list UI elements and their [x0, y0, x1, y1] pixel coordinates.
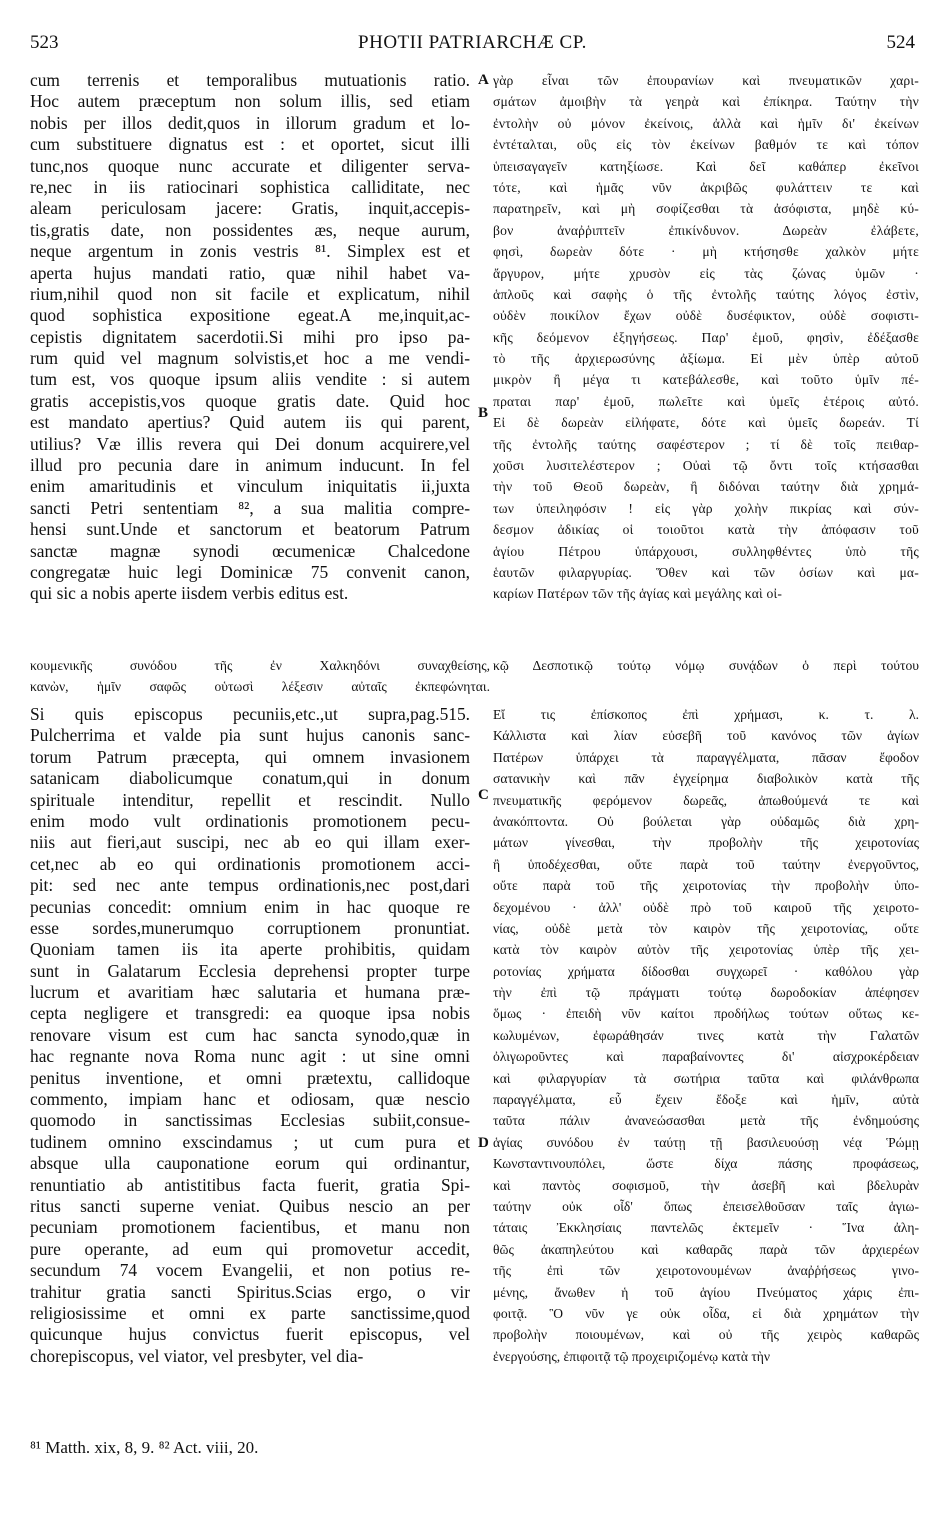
greek-column-top — [493, 70, 919, 605]
greek-bottom-line: ἢ ὑποδέχεσθαι, οὔτε παρὰ τοῦ ταύτην ἐνεργοῦντος, — [493, 856, 919, 872]
greek-bottom-line: κατὰ τὸν καιρὸν αὐτὸν τῆς χειροτονίας ὑπὲρ τῆς χει- — [493, 942, 919, 958]
latin-top-line: quod sophistica expositione egeat.A me,inquit,ac- — [30, 305, 470, 326]
latin-bottom-line: absque ulla cauponatione eorum qui ordinantur, — [30, 1153, 470, 1174]
greek-top-line: Εἰ δὲ δωρεὰν εἰλήφατε, δότε καὶ ὑμεῖς δωρεάν. Τί — [493, 415, 919, 431]
latin-bottom-line: renuntiatio ab antistitibus facta fuerit, gratia Spi- — [30, 1174, 470, 1195]
greek-bottom-line: ἀνακόπτοντα. Οὐ βούλεται γὰρ οὐδαμῶς διὰ χρη- — [493, 813, 919, 829]
latin-top-line: cepistis dignitatem sacerdotii.Si mihi pro ipso pa- — [30, 326, 470, 347]
greek-top-line: ἑαυτῶν φιλαργυρίας. Ὅθεν καὶ τῶν ὁσίων καὶ μα- — [493, 564, 919, 580]
greek-top-line: ἁγίου Πέτρου ὑπάρχουσι, συλληφθέντες ὑπὸ τῆς — [493, 543, 919, 559]
latin-bottom-line: religiosissime et omni ex parte sanctissime,quod — [30, 1302, 470, 1323]
latin-bottom-line: satanicam diabolicumque conatum,qui in donum — [30, 768, 470, 789]
greek-bottom-line: ταῦτα πάλιν ἀνανεώσασθαι μετὰ τῆς ἐνδημούσης — [493, 1113, 919, 1129]
greek-bottom-line: ἁγίας συνόδου ἐν ταύτῃ τῇ βασιλευούσῃ νέᾳ Ῥώμῃ — [493, 1134, 919, 1150]
greek-column-bottom — [493, 704, 919, 1367]
greek-span-right: κῷ Δεσποτικῷ τούτῳ νόμῳ συνᾴδων ὁ περὶ τούτου — [493, 658, 919, 673]
greek-bottom-line: φοιτᾷ. Ὃ νῦν γε οὐκ οἶδα, εἰ διὰ χρημάτων τὴν — [493, 1305, 919, 1321]
latin-top-line: aleam periculosam jacere: Gratis, inquit,accepis- — [30, 198, 470, 219]
greek-span-line-2: κανὼν, ἡμῖν σαφῶς οὑτωσὶ λέξεσιν αὐταῖς ἐκπεφώνηται. — [30, 679, 490, 694]
greek-bottom-line: τάταις Ἐκκλησίαις παντελῶς ἐκτεμεῖν · Ἵνα ἀλη- — [493, 1220, 919, 1236]
latin-top-line: sancti Petri sententiam ⁸², a sua malitia compre- — [30, 497, 470, 518]
greek-bottom-line: τῆς ἐπὶ τῶν χειροτονουμένων ἀναῤῥήσεως γινο- — [493, 1263, 919, 1279]
latin-top-line: rum quid vel magnum solvistis,et hoc a me vendi- — [30, 348, 470, 369]
latin-bottom-line: pecuniam promotionem facientibus, et manu non — [30, 1217, 470, 1238]
latin-bottom-line: secundum 74 vocem Evangelii, et non potius re- — [30, 1260, 470, 1281]
latin-top-line: aperta hujus mandati ratio, quæ nihil habet va- — [30, 262, 470, 283]
latin-bottom-line: chorepiscopus, vel viator, vel presbyter, vel dia- — [30, 1345, 364, 1366]
latin-bottom-line: quomodo in sanctissimas Ecclesias subiit,consue- — [30, 1110, 470, 1131]
greek-bottom-line: Πατέρων ὑπάρχει τὰ παραγγέλματα, πᾶσαν ἔφοδον — [493, 749, 919, 765]
greek-top-line: ἄργυρον, μήτε χρυσὸν εἰς τὰς ζώνας ὑμῶν · — [493, 265, 919, 281]
latin-top-line: congregatæ huic legi Dominicæ 75 convenit canon, — [30, 561, 470, 582]
greek-bottom-line: ἐνεργούσης, ἐπιφοιτᾷ τῷ προχειριζομένῳ κατὰ τὴν — [493, 1348, 771, 1364]
greek-top-line: ἐντολὴν οὐ μόνον ἐκείνοις, ἀλλὰ καὶ ἡμῖν δι' ἐκείνων — [493, 115, 919, 131]
greek-top-line: βον ἀναῤῥιπτεῖν ἐπικίνδυνον. Δωρεὰν ἐλάβετε, — [493, 222, 919, 238]
latin-column-bottom — [30, 704, 470, 1367]
greek-top-line: ὑπεισαγαγεῖν κατηξίωσε. Καὶ δεῖ καθάπερ ἐκεῖνοι — [493, 158, 919, 174]
greek-bottom-line: καὶ φιλαργυρίαν τὰ σωτήρια ταῦτα καὶ φιλάνθρωπα — [493, 1070, 919, 1086]
latin-bottom-line: ritus sancti superne veniat. Quibus nescio an per — [30, 1195, 470, 1216]
greek-bottom-line: ὅμως · ἐπειδὴ νῦν καίτοι προδήλως τούτων οὕτως κε- — [493, 1006, 919, 1022]
latin-top-line: tis,gratis date, non possidentes æs, neque aurum, — [30, 219, 470, 240]
page-header — [30, 32, 915, 58]
greek-bottom-line: μένης, ἄνωθεν ἡ τοῦ ἁγίου Πνεύματος χάρις ἐπι- — [493, 1284, 919, 1300]
latin-bottom-line: penitus inventione, et omni prætextu, callidoque — [30, 1067, 470, 1088]
greek-top-line: τὸ τῆς ἀρχιερωσύνης ἀξίωμα. Εἰ μὲν ὑπὲρ αὐτοῦ — [493, 351, 919, 367]
page-number-left: 523 — [30, 32, 59, 53]
section-marker-a: A — [478, 72, 489, 88]
latin-top-line: utilius? Væ illis revera qui Dei donum acquirere,vel — [30, 433, 470, 454]
latin-top-line: cum terrenis et temporalibus mutuationis ratio. — [30, 70, 470, 90]
latin-bottom-line: torum Patrum præcepta, qui omnem invasionem — [30, 746, 470, 767]
greek-bottom-line: Κωνσταντινουπόλει, ὥστε δίχα πάσης προφάσεως, — [493, 1156, 919, 1172]
greek-bottom-line: σατανικὴν καὶ πᾶν ἐγχείρημα διαβολικὸν κατὰ τῆς — [493, 771, 919, 787]
latin-bottom-line: lucrum et avaritiam hæc salutaria et humana præ- — [30, 982, 470, 1003]
page-number-right: 524 — [886, 32, 915, 53]
greek-top-line: τότε, καὶ ἡμᾶς νῦν ἀκριβῶς φυλάττειν τε καὶ — [493, 179, 919, 195]
latin-bottom-line: cepta negligere et transgredi: ea quoque ipsa nobis — [30, 1003, 470, 1024]
greek-bottom-line: ταύτην οὐκ οἶδ' ὅπως ἐπεισελθοῦσαν ταῖς ἁγιω- — [493, 1198, 919, 1214]
latin-bottom-line: hac regnante nova Roma nunc agit : ut sine omni — [30, 1046, 470, 1067]
latin-bottom-line: Si quis episcopus pecuniis,etc.,ut supra,pag.515. — [30, 704, 470, 724]
greek-top-line: γὰρ εἶναι τῶν ἐπουρανίων καὶ πνευματικῶν χαρι- — [493, 73, 919, 88]
latin-bottom-line: commento, impiam hanc et odiosam, quæ nescio — [30, 1089, 470, 1110]
greek-bottom-line: καὶ παντὸς σοφισμοῦ, τὴν ἀσεβῆ καὶ βδελυρὰν — [493, 1177, 919, 1193]
latin-top-line: neque argentum in zonis vestris ⁸¹. Simplex est et — [30, 241, 470, 262]
greek-bottom-line: νίας, οὐδὲ μετὰ τὸν καιρὸν τῆς χειροτονίας, οὔτε — [493, 920, 919, 936]
greek-bottom-line: ροτονίας χρήματα δίδοσθαι συγχωρεῖ · καθόλου γὰρ — [493, 963, 919, 979]
latin-top-line: enim amaritudinis et vinculum iniquitatis ii,juxta — [30, 476, 470, 497]
greek-bottom-line: θῶς ἀκαπηλεύτου καὶ καθαρᾶς παρὰ τῶν ἀρχιερέων — [493, 1241, 919, 1257]
latin-top-line: sanctæ magnæ synodi œcumenicæ Chalcedone — [30, 540, 470, 561]
greek-top-line: δεσμον ἀδικίας οἱ τοιοῦτοι κατὰ τὴν ἀπόφασιν τοῦ — [493, 522, 919, 538]
latin-bottom-line: niis aut fieri,aut suscipi, nec ab eo qui illam exer- — [30, 832, 470, 853]
section-marker-b: B — [478, 405, 489, 421]
greek-top-line: καρίων Πατέρων τῶν τῆς ἁγίας καὶ μεγάλης καὶ οἰ- — [493, 586, 783, 602]
latin-top-line: qui sic a nobis aperte iisdem verbis editus est. — [30, 583, 349, 604]
latin-bottom-line: tudinem omnino exscindamus ; ut cum pura et — [30, 1131, 470, 1152]
latin-top-line: rium,nihil quod non sit facile et explicatum, nihil — [30, 283, 470, 304]
greek-bottom-line: μάτων γίνεσθαι, τὴν προβολὴν τῆς χειροτονίας — [493, 835, 919, 851]
latin-column-top — [30, 70, 470, 605]
greek-bottom-line: δεχομένου · ἀλλ' οὐδὲ πρὸ τοῦ καιροῦ τῆς χειροτο- — [493, 899, 919, 915]
latin-top-line: tunc,nos quoque nunc accurate et diligenter serva- — [30, 155, 470, 176]
greek-bottom-line: οὔτε παρὰ τοῦ τῆς χειροτονίας τὴν προβολὴν ὑπο- — [493, 878, 919, 894]
greek-bottom-line: παραγγέλματα, εὖ ἔχειν ἔδοξε καὶ ἡμῖν, αὐτὰ — [493, 1092, 919, 1108]
latin-top-line: tum est, vos quoque ipsum aliis vendite : si autem — [30, 369, 470, 390]
latin-bottom-line: sunt in Galatarum Ecclesia deprehensi propter turpe — [30, 960, 470, 981]
greek-bottom-line: Κάλλιστα καὶ λίαν εὐσεβῆ τοῦ κανόνος τῶν ἁγίων — [493, 728, 919, 744]
latin-bottom-line: Quoniam tamen iis ita aperte prohibitis, quidam — [30, 939, 470, 960]
greek-bottom-line: κωλυμένων, ἐφωράθησάν τινες κατὰ τὴν Γαλατῶν — [493, 1027, 919, 1043]
greek-top-line: πραται παρ' ἐμοῦ, πωλεῖτε καὶ ὑμεῖς ἑτέροις αὐτό. — [493, 393, 919, 409]
greek-top-line: των ὑπειληφόσιν ! εἰς γὰρ χολὴν πικρίας καὶ σύν- — [493, 500, 919, 516]
latin-top-line: Hoc autem præceptum non solum illis, sed etiam — [30, 91, 470, 112]
latin-bottom-line: renovare visum est cum hac sancta synodo,quæ in — [30, 1024, 470, 1045]
latin-bottom-line: pecunias concedit: omnium enim in hac quoque re — [30, 896, 470, 917]
greek-top-line: σμάτων ἀμοιβὴν τὰ γεηρὰ καὶ ἐπίκηρα. Ταύτην τὴν — [493, 94, 919, 110]
latin-bottom-line: enim modo vult ordinationis promotionem pecu- — [30, 810, 470, 831]
latin-bottom-line: cet,nec ab eo qui ordinationis promotionem acci- — [30, 853, 470, 874]
latin-bottom-line: pit: sed nec ante tempus ordinationis,nec post,dari — [30, 875, 470, 896]
greek-top-line: τὴν τοῦ Θεοῦ δωρεὰν, ἢ διδόναι ταύτην διὰ χρημά- — [493, 479, 919, 495]
greek-top-line: χοῦσι λυσιτελέστερον ; Οὐαὶ τῷ ὄντι τοῖς κτήσασθαι — [493, 458, 919, 474]
greek-top-line: μικρὸν ἢ μέγα τι κατεβάλεσθε, καὶ τοῦτο ὑμῖν πέ- — [493, 372, 919, 388]
section-marker-d: D — [478, 1135, 489, 1151]
greek-top-line: κῆς δεόμενον ἐξηγήσεως. Παρ' ἐμοῦ, φησὶν, ἐδέξασθε — [493, 329, 919, 345]
greek-top-line: ἁπλοῦς καὶ σαφὴς ὁ τῆς ἐντολῆς ταύτης λόγος ἐστὶν, — [493, 286, 919, 302]
latin-bottom-line: trahitur gratia sancti Spiritus.Scias ergo, o vir — [30, 1281, 470, 1302]
greek-bottom-line: πνευματικῆς φερόμενον δωρεᾶς, ἀπωθούμενά τε καὶ — [493, 792, 919, 808]
latin-top-line: cum substituere dignatus est : et oportet, sicut illi — [30, 134, 470, 155]
greek-bottom-line: Εἴ τις ἐπίσκοπος ἐπὶ χρήμασι, κ. τ. λ. — [493, 707, 919, 722]
latin-bottom-line: pure operante, ad eum qui promovetur accedit, — [30, 1238, 470, 1259]
latin-top-line: re,nec in iis ratiocinari sophistica calliditate, nec — [30, 176, 470, 197]
greek-top-line: οὐδὲν ποικίλον ἔχων οὐδὲ δυσέφικτον, οὐδὲ σοφιστι- — [493, 308, 919, 324]
latin-top-line: gratis accepistis,vos quoque gratis date. Quid hoc — [30, 390, 470, 411]
greek-bottom-line: προβολὴν ποιουμένων, καὶ οὐ τῆς χειρὸς καθαρῶς — [493, 1327, 919, 1343]
latin-bottom-line: quicunque hujus convictus fuerit episcopus, vel — [30, 1324, 470, 1345]
latin-bottom-line: spirituale intenditur, repellit et rescindit. Nullo — [30, 789, 470, 810]
latin-top-line: nobis per illos dedit,quos in illorum gradum et lo- — [30, 112, 470, 133]
latin-bottom-line: esse sordes,munerumquo corruptionem pronuntiat. — [30, 917, 470, 938]
greek-top-line: παρατηρεῖν, καὶ μὴ σοφίζεσθαι τὰ ἀσόφιστα, μηδὲ κύ- — [493, 201, 919, 217]
greek-bottom-line: τὴν ἐπὶ τῷ πράγματι τούτῳ δωροδοκίαν ἀπέφησεν — [493, 985, 919, 1001]
footnotes: ⁸¹ Matth. xix, 8, 9. ⁸² Act. viii, 20. — [30, 1438, 259, 1457]
latin-top-line: illud pro pecunia dare in animum inducunt. In fel — [30, 455, 470, 476]
latin-bottom-line: Pulcherrima et valde pia sunt hujus canonis sanc- — [30, 725, 470, 746]
latin-top-line: est mandato apertius? Quid autem iis qui parent, — [30, 412, 470, 433]
greek-top-line: τῆς ἐντολῆς ταύτης σαφέστερον ; τί δὲ τοῖς πειθαρ- — [493, 436, 919, 452]
greek-bottom-line: ὀλιγωροῦντες καὶ παραβαίνοντες δι' αἰσχροκέρδειαν — [493, 1049, 919, 1065]
running-title: PHOTII PATRIARCHÆ CP. — [358, 32, 587, 53]
greek-top-line: φησὶ, δωρεὰν δότε · μὴ κτήσησθε χαλκὸν μήτε — [493, 244, 919, 260]
greek-span-line-1: κουμενικῆς συνόδου τῆς ἐν Χαλκηδόνι συναχθείσης, — [30, 658, 490, 673]
latin-top-line: hensi sunt.Unde et sanctorum et beatorum Patrum — [30, 519, 470, 540]
section-marker-c: C — [478, 787, 489, 803]
greek-top-line: ἐντέταλται, οὓς εἰς τὸν ἐκείνων βαθμόν τε καὶ τόπον — [493, 137, 919, 153]
